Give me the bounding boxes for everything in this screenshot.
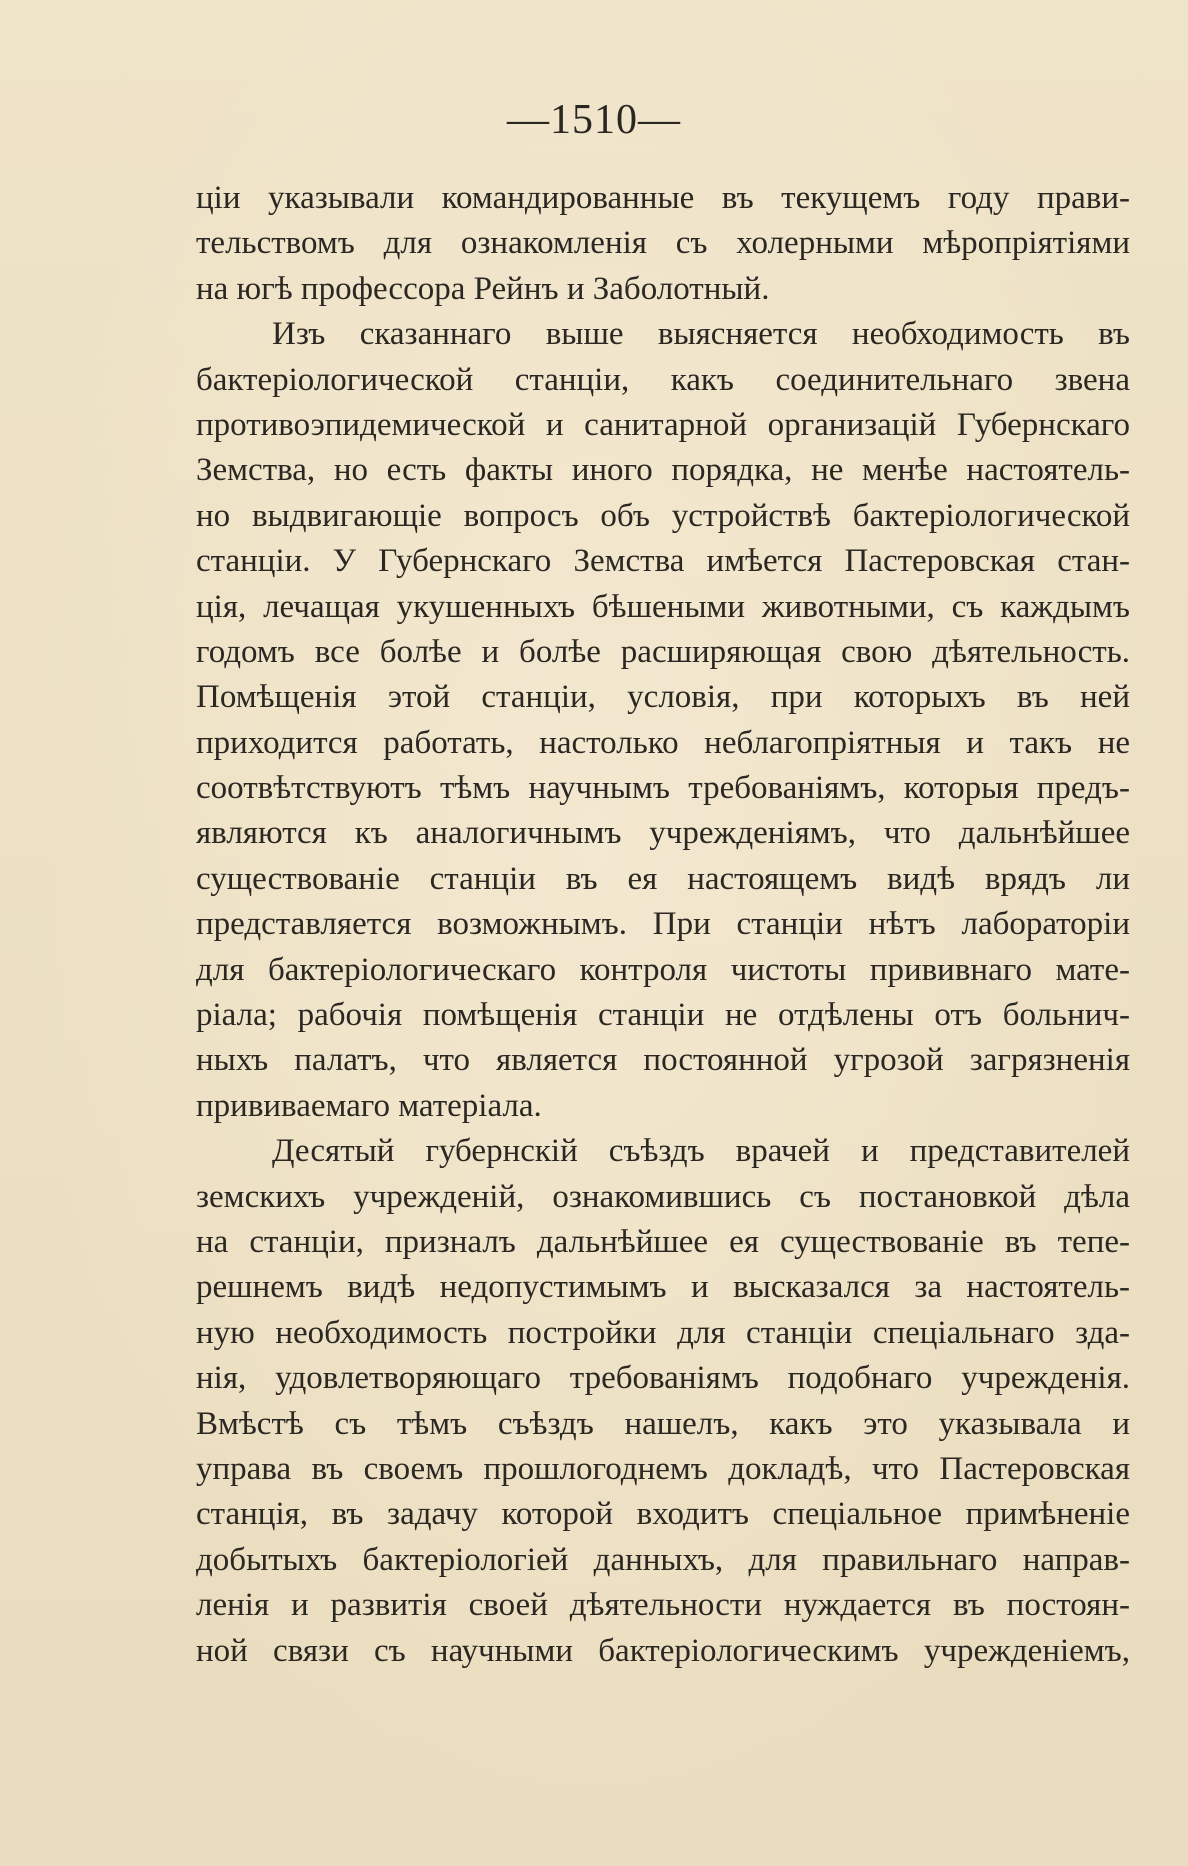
text-line: приходится работать, настолько неблагопріятныя и такъ не bbox=[196, 724, 1130, 761]
text-line: добытыхъ бактеріологіей данныхъ, для правильнаго направ- bbox=[196, 1541, 1130, 1578]
text-line: станціи. У Губернскаго Земства имѣется Пастеровская стан- bbox=[196, 543, 1130, 580]
text-line: но выдвигающіе вопросъ объ устройствѣ бактеріологической bbox=[196, 497, 1130, 534]
text-line: ція, лечащая укушенныхъ бѣшеными животными, съ каждымъ bbox=[196, 588, 1130, 625]
text-line: годомъ все болѣе и болѣе расширяющая свою дѣятельность. bbox=[196, 633, 1130, 670]
text-line: ныхъ палатъ, что является постоянной угрозой загрязненія bbox=[196, 1042, 1130, 1079]
page-number: —1510— bbox=[507, 97, 681, 143]
text-line: управа въ своемъ прошлогоднемъ докладѣ, что Пастеровская bbox=[196, 1450, 1130, 1487]
text-line: соотвѣтствуютъ тѣмъ научнымъ требованіямъ, которыя предъ- bbox=[196, 770, 1130, 807]
text-line: Земства, но есть факты иного порядка, не менѣе настоятель- bbox=[196, 452, 1130, 489]
text-line: ленія и развитія своей дѣятельности нуждается въ постоян- bbox=[196, 1587, 1130, 1624]
text-line: Изъ сказаннаго выше выясняется необходимость въ bbox=[272, 316, 1130, 353]
body-text bbox=[196, 176, 1130, 1674]
text-line: на югѣ профессора Рейнъ и Заболотный. bbox=[196, 270, 770, 307]
text-line: представляется возможнымъ. При станціи нѣтъ лабораторіи bbox=[196, 906, 1130, 943]
text-line: являются къ аналогичнымъ учрежденіямъ, что дальнѣйшее bbox=[196, 815, 1130, 852]
text-line: противоэпидемической и санитарной организацій Губернскаго bbox=[196, 406, 1130, 443]
text-line: решнемъ видѣ недопустимымъ и высказался за настоятель- bbox=[196, 1269, 1130, 1306]
text-line: тельствомъ для ознакомленія съ холерными мѣропріятіями bbox=[196, 225, 1130, 262]
text-line: на станціи, призналъ дальнѣйшее ея существованіе въ тепе- bbox=[196, 1223, 1130, 1260]
text-line: ной связи съ научными бактеріологическимъ учрежденіемъ, bbox=[196, 1632, 1130, 1669]
text-line: ріала; рабочія помѣщенія станціи не отдѣлены отъ больнич- bbox=[196, 997, 1130, 1034]
text-line: бактеріологической станціи, какъ соединительнаго звена bbox=[196, 361, 1130, 398]
text-line: Помѣщенія этой станціи, условія, при которыхъ въ ней bbox=[196, 679, 1130, 716]
text-line: нія, удовлетворяющаго требованіямъ подобнаго учрежденія. bbox=[196, 1360, 1130, 1397]
text-line: земскихъ учрежденій, ознакомившись съ постановкой дѣла bbox=[196, 1178, 1130, 1215]
text-line: Вмѣстѣ съ тѣмъ съѣздъ нашелъ, какъ это указывала и bbox=[196, 1405, 1130, 1442]
text-line: Десятый губернскій съѣздъ врачей и представителей bbox=[272, 1133, 1130, 1170]
text-line: существованіе станціи въ ея настоящемъ видѣ врядъ ли bbox=[196, 860, 1130, 897]
text-line: ціи указывали командированные въ текущемъ году прави- bbox=[196, 180, 1130, 216]
text-line: прививаемаго матеріала. bbox=[196, 1087, 542, 1124]
text-line: станція, въ задачу которой входитъ спеціальное примѣненіе bbox=[196, 1496, 1130, 1533]
text-line: ную необходимость постройки для станціи спеціальнаго зда- bbox=[196, 1314, 1130, 1351]
text-line: для бактеріологическаго контроля чистоты прививнаго мате- bbox=[196, 951, 1130, 988]
